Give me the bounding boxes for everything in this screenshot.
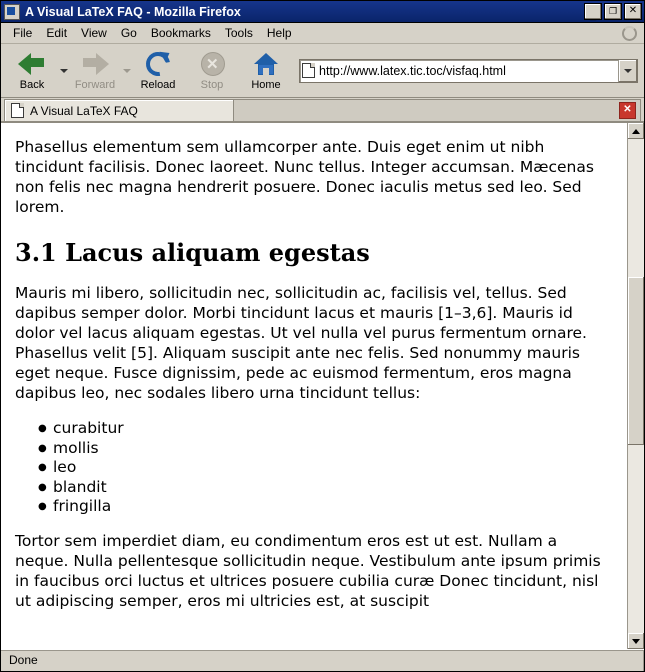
forward-dropdown xyxy=(122,46,131,96)
scroll-down-icon xyxy=(632,639,640,644)
list-item: ● blandit xyxy=(53,478,611,498)
window-controls xyxy=(584,3,642,20)
url-input[interactable]: http://www.latex.tic.toc/visfaq.html xyxy=(319,63,506,78)
reload-icon xyxy=(143,50,173,78)
scroll-up-icon xyxy=(632,129,640,134)
chevron-down-icon xyxy=(624,69,632,73)
scroll-up-button[interactable] xyxy=(628,123,644,139)
web-page xyxy=(1,123,627,649)
tab-page-icon xyxy=(11,103,24,118)
home-label: Home xyxy=(251,79,281,91)
home-button[interactable] xyxy=(239,46,293,96)
menu-bar xyxy=(1,23,644,44)
chevron-down-icon xyxy=(60,69,68,73)
paragraph-2: Mauris mi libero, sollicitudin nec, sollicitudin ac, facilisis vel, tellus. Sed dapibus semper dolor. Morbi tincidunt lacus et mauris [1–3,6]. Mauris id dolor vel lacus aliquam egestas. Ut vel nulla vel purus fermentum ornare. Phasellus velit [5]. Aliquam suscipit ante nec felis. Sed nonummy mauris eget neque. Fusce dignissim, pede ac euismod fermentum, eros magna dapibus leo, nec sodales libero urna tincidunt tellus: xyxy=(15,284,587,402)
stop-icon: ✕ xyxy=(197,50,227,78)
back-label: Back xyxy=(19,79,45,91)
scrollbar-track[interactable] xyxy=(628,139,644,633)
menu-go[interactable]: Go xyxy=(120,26,137,40)
url-dropdown-button[interactable] xyxy=(618,60,637,82)
home-icon xyxy=(251,50,281,78)
paragraph-1: Phasellus elementum sem ullamcorper ante. Duis eget enim ut nibh tincidunt facilisis. Donec laoreet. Nunc tellus. Integer accumsan. Mæcenas non felis nec magna hendrerit posuere. Donec iaculis metus sed leo. Sed lorem. xyxy=(15,138,594,216)
minimize-icon: _ xyxy=(589,9,597,21)
maximize-button[interactable] xyxy=(604,3,622,20)
reload-button[interactable] xyxy=(131,46,185,96)
forward-label: Forward xyxy=(74,79,116,91)
tab-bar xyxy=(1,98,644,122)
menu-tools[interactable]: Tools xyxy=(224,26,253,40)
tab-strip-filler xyxy=(234,99,641,121)
scrollbar-thumb[interactable] xyxy=(628,277,644,445)
close-button[interactable] xyxy=(624,3,642,20)
close-icon: ✕ xyxy=(628,5,638,16)
scroll-down-button[interactable] xyxy=(628,633,644,649)
list-item: ● leo xyxy=(53,458,611,478)
tab-label: A Visual LaTeX FAQ xyxy=(30,103,138,118)
page-icon xyxy=(300,60,317,82)
bullet-list xyxy=(15,419,611,517)
window-title: A Visual LaTeX FAQ - Mozilla Firefox xyxy=(25,4,241,19)
list-item: ● curabitur xyxy=(53,419,611,439)
paragraph-3: Tortor sem imperdiet diam, eu condimentum eros est ut est. Nullam a neque. Nulla pellentesque sollicitudin neque. Vestibulum ante ipsum primis in faucibus orci luctus et ultrices posuere cubilia curæ Donec tincidunt, nisl ut adipiscing semper, eros mi ultricies est, at suscipit xyxy=(15,531,601,610)
chevron-down-icon xyxy=(123,69,131,73)
section-heading: 3.1 Lacus aliquam egestas xyxy=(15,238,370,267)
tab-visual-latex-faq[interactable] xyxy=(4,99,234,121)
firefox-page-icon xyxy=(4,4,20,20)
status-text: Done xyxy=(1,650,644,671)
forward-button xyxy=(68,46,122,96)
minimize-button[interactable] xyxy=(584,3,602,20)
status-bar xyxy=(1,649,644,671)
address-bar[interactable] xyxy=(299,59,638,83)
title-bar xyxy=(1,1,644,23)
menu-view[interactable]: View xyxy=(81,26,107,40)
navigation-toolbar xyxy=(1,44,644,98)
back-dropdown[interactable] xyxy=(59,46,68,96)
vertical-scrollbar[interactable] xyxy=(627,123,644,649)
back-arrow-icon xyxy=(17,50,47,78)
menu-edit[interactable]: Edit xyxy=(46,26,68,40)
back-button[interactable] xyxy=(5,46,59,96)
list-item: ● mollis xyxy=(53,439,611,459)
stop-button xyxy=(185,46,239,96)
content-area xyxy=(1,122,644,649)
maximize-icon: ❐ xyxy=(608,6,618,16)
menu-bookmarks[interactable]: Bookmarks xyxy=(150,26,211,40)
list-item: ● fringilla xyxy=(53,497,611,517)
reload-label: Reload xyxy=(140,79,176,91)
menu-file[interactable]: File xyxy=(13,26,33,40)
stop-label: Stop xyxy=(200,79,224,91)
forward-arrow-icon xyxy=(80,50,110,78)
throbber-icon xyxy=(622,26,637,41)
menu-help[interactable]: Help xyxy=(266,26,292,40)
close-tab-button[interactable]: ✕ xyxy=(619,102,636,119)
